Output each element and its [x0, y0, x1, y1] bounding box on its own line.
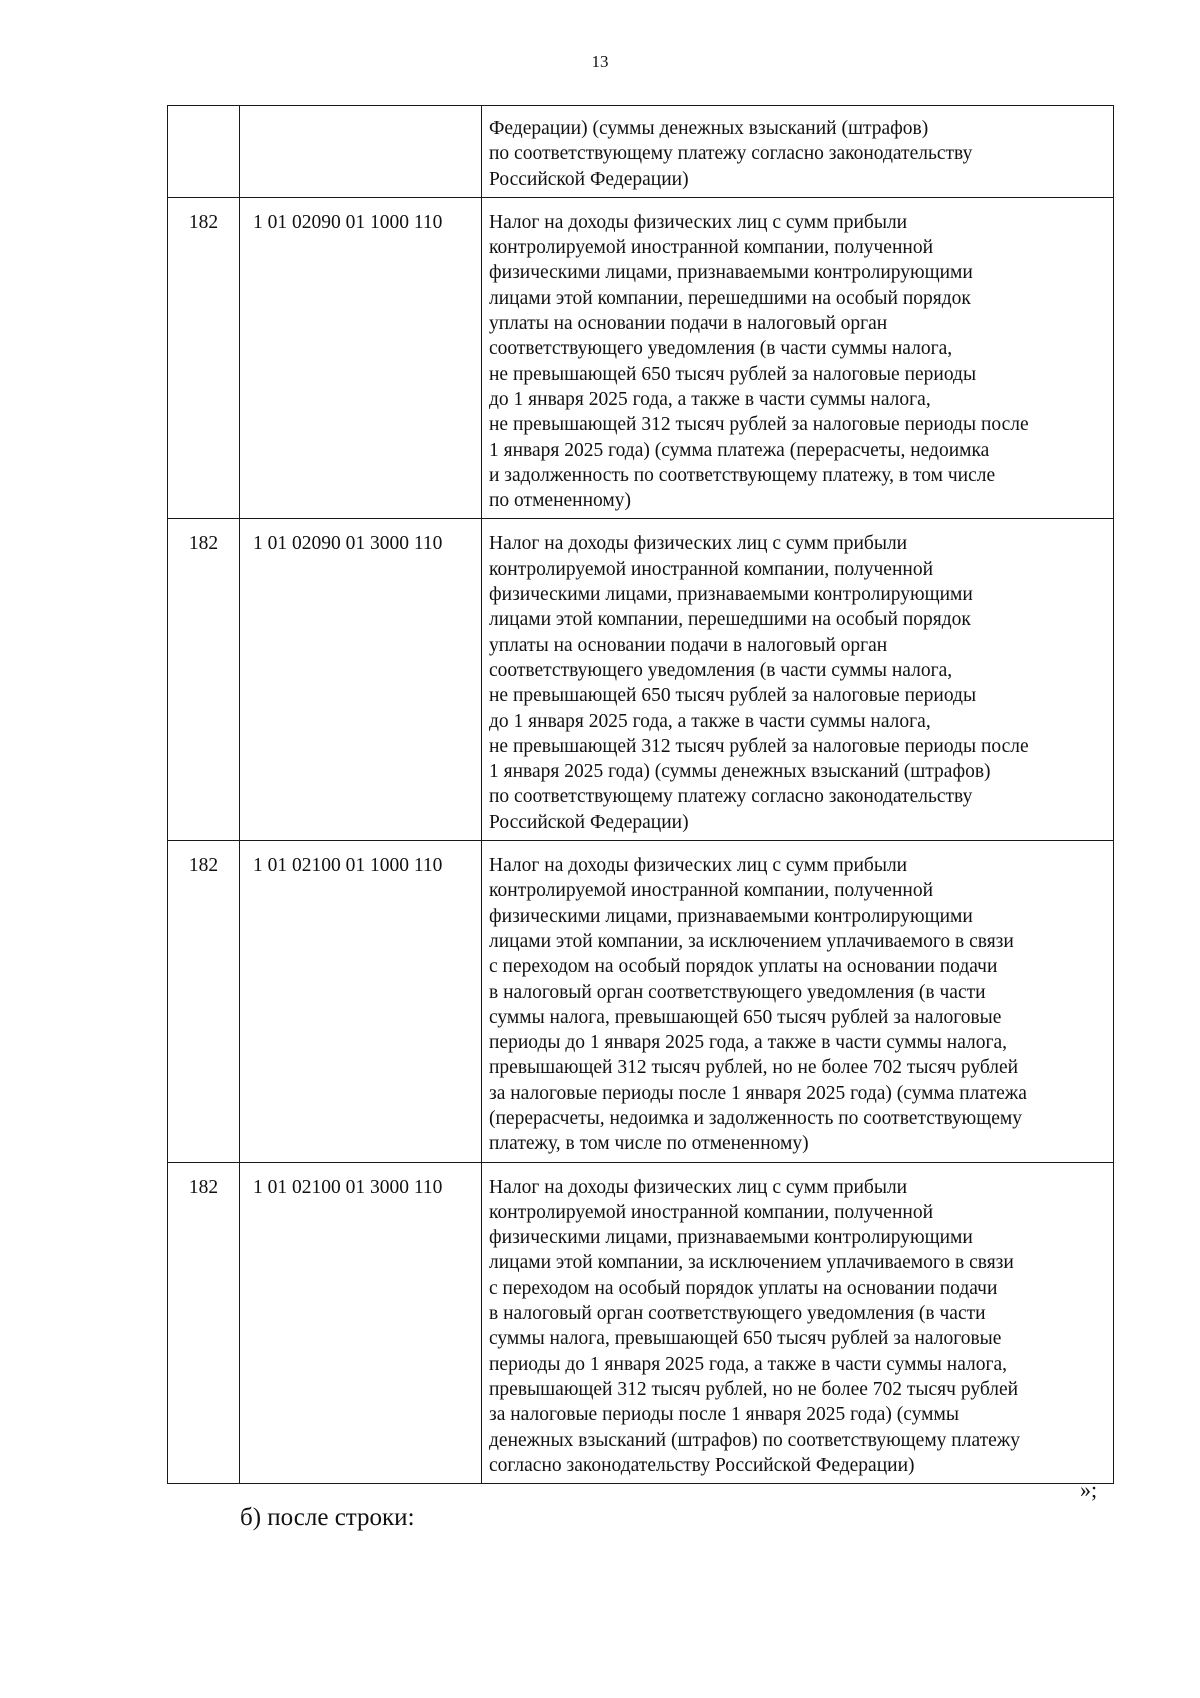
description-line: до 1 января 2025 года, а также в части суммы налога,: [489, 388, 931, 410]
description-line: по соответствующему платежу согласно законодательству: [489, 143, 973, 165]
description-line: лицами этой компании, перешедшими на особый порядок: [489, 609, 971, 631]
description-line: платежу, в том числе по отмененному): [489, 1133, 809, 1155]
table-row: [168, 841, 1114, 1163]
description-line: по отмененному): [489, 490, 631, 512]
table-body: [168, 106, 1114, 1484]
description-line: контролируемой иностранной компании, полученной: [489, 1201, 934, 1223]
admin-code-cell: [168, 106, 240, 198]
description-line: за налоговые периоды после 1 января 2025 года) (суммы: [489, 1404, 959, 1426]
description-line: 1 января 2025 года) (сумма платежа (перерасчеты, недоимка: [489, 439, 990, 461]
description-line: в налоговый орган соответствующего уведомления (в части: [489, 981, 986, 1003]
next-section-heading: б) после строки:: [240, 1504, 415, 1531]
description-line: лицами этой компании, за исключением уплачиваемого в связи: [489, 930, 1014, 952]
description-line: превышающей 312 тысяч рублей, но не более 702 тысяч рублей: [489, 1378, 1019, 1400]
description-line: физическими лицами, признаваемыми контролирующими: [489, 584, 973, 606]
budget-codes-table: [167, 105, 1114, 1484]
page-number: 13: [591, 52, 609, 71]
description-line: не превышающей 312 тысяч рублей за налоговые периоды после: [489, 414, 1029, 436]
description-line: Федерации) (суммы денежных взысканий (штрафов): [489, 118, 929, 139]
revenue-description-cell: [482, 106, 1114, 198]
description-line: не превышающей 650 тысяч рублей за налоговые периоды: [489, 685, 977, 707]
description-line: уплаты на основании подачи в налоговый орган: [489, 313, 888, 335]
description-line: соответствующего уведомления (в части суммы налога,: [489, 659, 953, 681]
description-line: с переходом на особый порядок уплаты на основании подачи: [489, 956, 998, 978]
budget-classification-code-cell: 1 01 02100 01 3000 110: [240, 1162, 482, 1484]
description-line: превышающей 312 тысяч рублей, но не более 702 тысяч рублей: [489, 1057, 1019, 1079]
description-line: лицами этой компании, за исключением уплачиваемого в связи: [489, 1252, 1014, 1274]
revenue-description-cell: [482, 197, 1114, 519]
description-line: в налоговый орган соответствующего уведомления (в части: [489, 1303, 986, 1325]
description-line: суммы налога, превышающей 650 тысяч рублей за налоговые: [489, 1006, 1002, 1028]
closing-quote: »;: [1080, 1477, 1098, 1502]
table-row: [168, 197, 1114, 519]
description-line: физическими лицами, признаваемыми контролирующими: [489, 262, 973, 284]
description-line: и задолженность по соответствующему платежу, в том числе: [489, 464, 996, 486]
description-line: лицами этой компании, перешедшими на особый порядок: [489, 287, 971, 309]
description-line: с переходом на особый порядок уплаты на основании подачи: [489, 1277, 998, 1299]
description-line: денежных взысканий (штрафов) по соответствующему платежу: [489, 1429, 1020, 1451]
description-line: контролируемой иностранной компании, полученной: [489, 558, 934, 580]
budget-classification-code-cell: 1 01 02090 01 1000 110: [240, 197, 482, 519]
admin-code-cell: 182: [168, 841, 240, 1163]
description-line: Российской Федерации): [489, 811, 689, 833]
revenue-description-cell: [482, 841, 1114, 1163]
description-line: Налог на доходы физических лиц с сумм прибыли: [489, 211, 908, 233]
description-line: физическими лицами, признаваемыми контролирующими: [489, 905, 973, 927]
admin-code-cell: 182: [168, 197, 240, 519]
description-line: не превышающей 650 тысяч рублей за налоговые периоды: [489, 363, 977, 385]
table-row: [168, 519, 1114, 841]
description-line: контролируемой иностранной компании, полученной: [489, 237, 934, 259]
description-line: 1 января 2025 года) (суммы денежных взысканий (штрафов): [489, 761, 991, 783]
description-line: контролируемой иностранной компании, полученной: [489, 880, 934, 902]
table-row: [168, 1162, 1114, 1484]
description-line: за налоговые периоды после 1 января 2025 года) (сумма платежа: [489, 1082, 1027, 1104]
revenue-description-cell: [482, 519, 1114, 841]
description-line: физическими лицами, признаваемыми контролирующими: [489, 1227, 973, 1249]
description-line: до 1 января 2025 года, а также в части суммы налога,: [489, 710, 931, 732]
budget-classification-code-cell: 1 01 02090 01 3000 110: [240, 519, 482, 841]
description-line: суммы налога, превышающей 650 тысяч рублей за налоговые: [489, 1328, 1002, 1350]
budget-classification-code-cell: [240, 106, 482, 198]
description-line: соответствующего уведомления (в части суммы налога,: [489, 338, 953, 360]
description-line: периоды до 1 января 2025 года, а также в части суммы налога,: [489, 1032, 1008, 1054]
description-line: согласно законодательству Российской Федерации): [489, 1454, 915, 1476]
description-line: периоды до 1 января 2025 года, а также в части суммы налога,: [489, 1353, 1008, 1375]
admin-code-cell: 182: [168, 519, 240, 841]
description-line: не превышающей 312 тысяч рублей за налоговые периоды после: [489, 735, 1029, 757]
description-line: по соответствующему платежу согласно законодательству: [489, 786, 973, 808]
revenue-description-cell: [482, 1162, 1114, 1484]
description-line: (перерасчеты, недоимка и задолженность по соответствующему: [489, 1107, 1023, 1129]
admin-code-cell: 182: [168, 1162, 240, 1484]
description-line: уплаты на основании подачи в налоговый орган: [489, 634, 888, 656]
table-row: [168, 106, 1114, 198]
description-line: Налог на доходы физических лиц с сумм прибыли: [489, 533, 908, 555]
description-line: Российской Федерации): [489, 168, 689, 190]
description-line: Налог на доходы физических лиц с сумм прибыли: [489, 1176, 908, 1198]
budget-classification-code-cell: 1 01 02100 01 1000 110: [240, 841, 482, 1163]
description-line: Налог на доходы физических лиц с сумм прибыли: [489, 855, 908, 877]
